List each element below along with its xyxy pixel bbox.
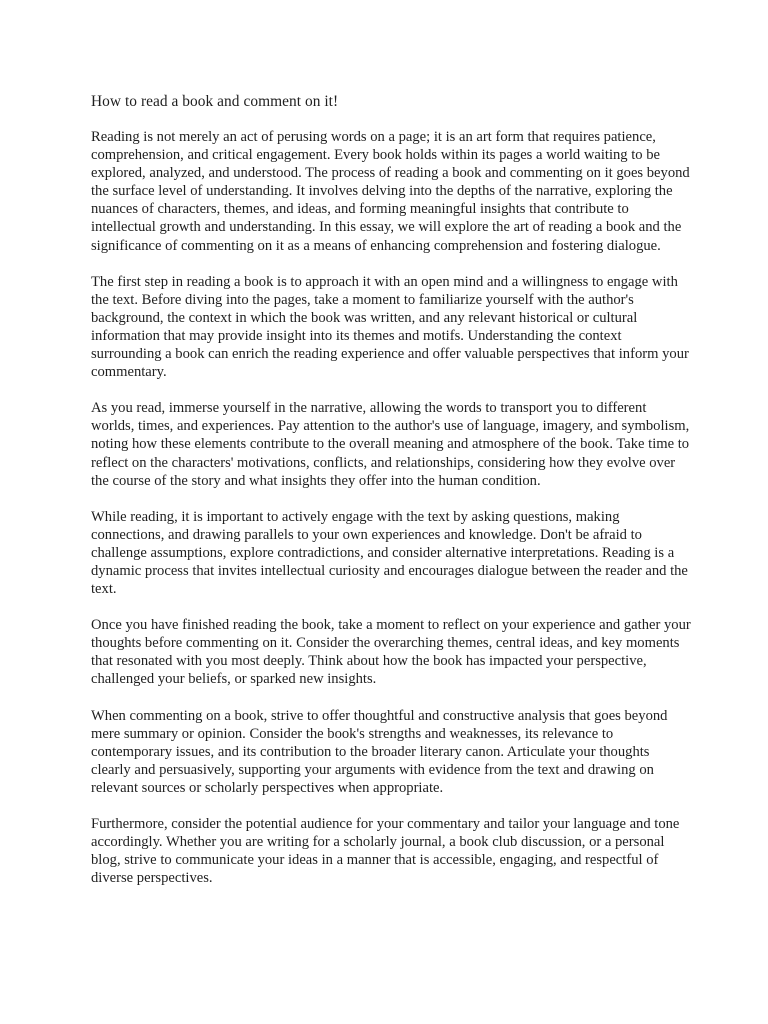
document-title: How to read a book and comment on it!	[91, 93, 339, 110]
paragraph-5: Once you have finished reading the book, take a moment to reflect on your experience and gather your thoughts before commenting on it. Consider the overarching themes, central ideas, and key moments that resonated with you most deeply. Think about how the book has impacted your perspective, challenged your beliefs, or sparked new insights.	[91, 617, 691, 688]
paragraph-2: The first step in reading a book is to approach it with an open mind and a willingness to engage with the text. Before diving into the pages, take a moment to familiarize yourself with the author's background, the context in which the book was written, and any relevant historical or cultural information that may provide insight into its themes and motifs. Understanding the context surrounding a book can enrich the reading experience and offer valuable perspectives that inform your commentary.	[91, 273, 689, 381]
paragraph-3: As you read, immerse yourself in the narrative, allowing the words to transport you to different worlds, times, and experiences. Pay attention to the author's use of language, imagery, and symbolism, noting how these elements contribute to the overall meaning and atmosphere of the book. Take time to reflect on the characters' motivations, conflicts, and relationships, considering how they evolve over the course of the story and what insights they offer into the human condition.	[91, 400, 690, 489]
paragraph-1: Reading is not merely an act of perusing words on a page; it is an art form that requires patience, comprehension, and critical engagement. Every book holds within its pages a world waiting to be explored, analyzed, and understood. The process of reading a book and commenting on it goes beyond the surface level of understanding. It involves delving into the depths of the narrative, exploring the nuances of characters, themes, and ideas, and forming meaningful insights that contribute to intellectual growth and understanding. In this essay, we will explore the art of reading a book and the significance of commenting on it as a means of enhancing comprehension and fostering dialogue.	[91, 129, 690, 254]
paragraph-6: When commenting on a book, strive to offer thoughtful and constructive analysis that goes beyond mere summary or opinion. Consider the book's strengths and weaknesses, its relevance to contemporary issues, and its contribution to the broader literary canon. Articulate your thoughts clearly and persuasively, supporting your arguments with evidence from the text and drawing on relevant sources or scholarly perspectives when appropriate.	[91, 707, 668, 796]
document-page	[91, 93, 691, 905]
paragraph-4: While reading, it is important to actively engage with the text by asking questions, making connections, and drawing parallels to your own experiences and knowledge. Don't be afraid to challenge assumptions, explore contradictions, and consider alternative interpretations. Reading is a dynamic process that invites intellectual curiosity and encourages dialogue between the reader and the text.	[91, 508, 688, 598]
paragraph-7: Furthermore, consider the potential audience for your commentary and tailor your language and tone accordingly. Whether you are writing for a scholarly journal, a book club discussion, or a personal blog, strive to communicate your ideas in a manner that is accessible, engaging, and respectful of diverse perspectives.	[91, 816, 680, 887]
